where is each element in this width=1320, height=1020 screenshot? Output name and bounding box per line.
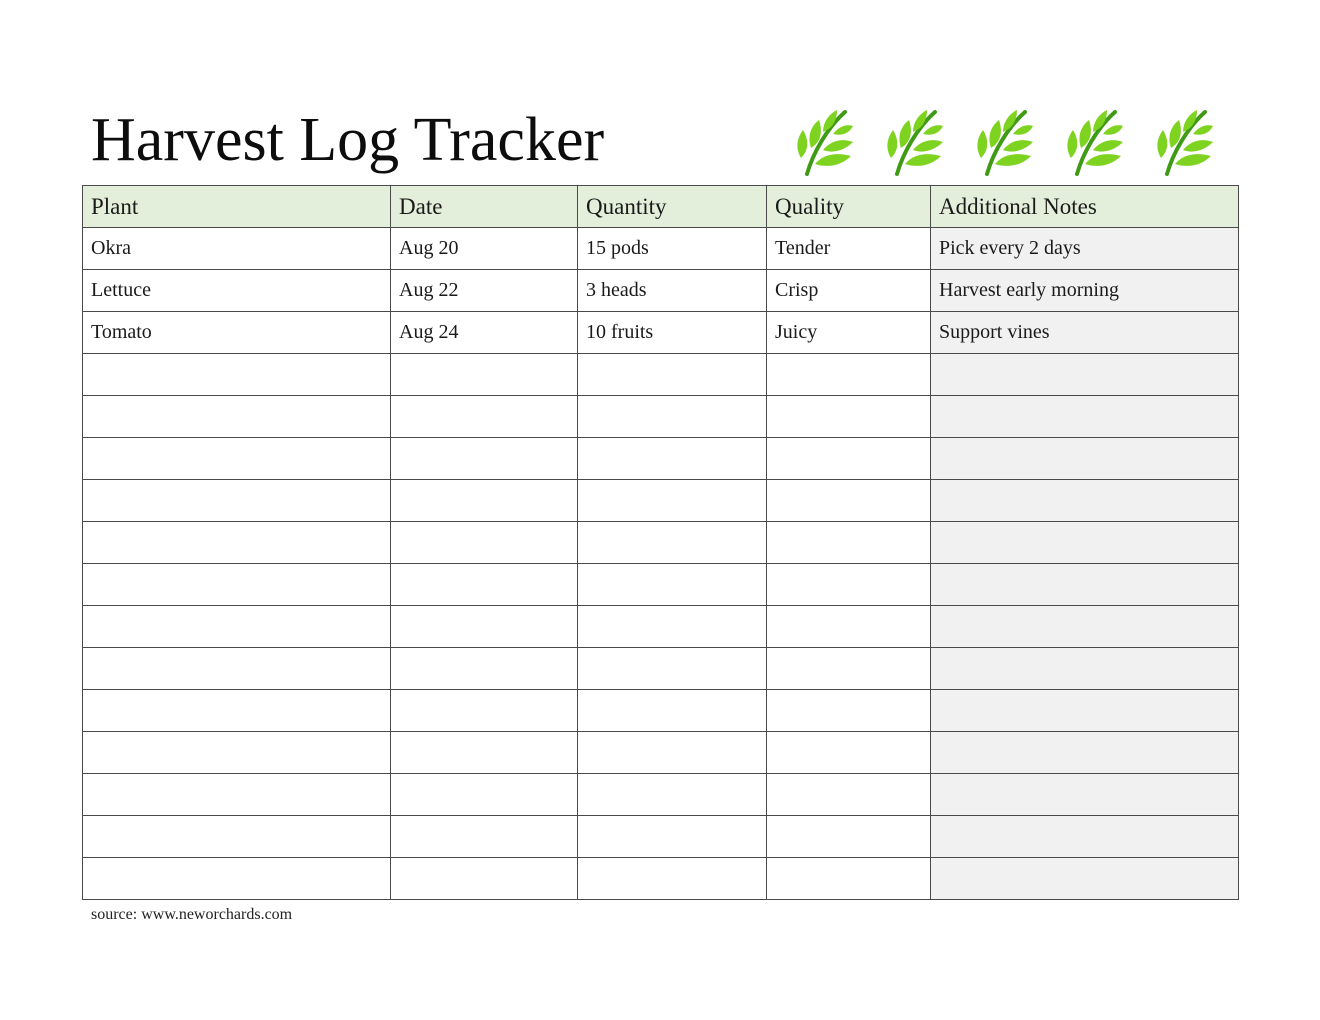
quality-cell[interactable] <box>767 816 931 858</box>
column-header-additional-notes: Additional Notes <box>931 186 1239 228</box>
leaf-sprig-icon <box>1153 108 1215 178</box>
plant-cell[interactable] <box>83 648 391 690</box>
quantity-cell[interactable] <box>578 480 767 522</box>
table-row <box>83 648 1239 690</box>
plant-cell[interactable]: Okra <box>83 228 391 270</box>
leaf-sprig-icon <box>973 108 1035 178</box>
date-cell[interactable] <box>391 396 578 438</box>
notes-cell[interactable] <box>931 522 1239 564</box>
table-row <box>83 858 1239 900</box>
quality-cell[interactable] <box>767 522 931 564</box>
quantity-cell[interactable] <box>578 396 767 438</box>
quality-cell[interactable] <box>767 480 931 522</box>
quantity-cell[interactable] <box>578 858 767 900</box>
plant-cell[interactable]: Tomato <box>83 312 391 354</box>
date-cell[interactable]: Aug 22 <box>391 270 578 312</box>
notes-cell[interactable] <box>931 396 1239 438</box>
date-cell[interactable] <box>391 438 578 480</box>
quality-cell[interactable] <box>767 564 931 606</box>
date-cell[interactable]: Aug 20 <box>391 228 578 270</box>
table-row <box>83 606 1239 648</box>
table-row <box>83 312 1239 354</box>
date-cell[interactable] <box>391 564 578 606</box>
plant-cell[interactable] <box>83 774 391 816</box>
quantity-cell[interactable]: 15 pods <box>578 228 767 270</box>
page-title: Harvest Log Tracker <box>91 106 605 174</box>
quality-cell[interactable] <box>767 648 931 690</box>
table-row <box>83 354 1239 396</box>
notes-cell[interactable] <box>931 480 1239 522</box>
notes-cell[interactable]: Support vines <box>931 312 1239 354</box>
quantity-cell[interactable]: 3 heads <box>578 270 767 312</box>
leaf-sprig-decoration <box>793 108 1223 180</box>
notes-cell[interactable] <box>931 648 1239 690</box>
plant-cell[interactable] <box>83 690 391 732</box>
table-row <box>83 816 1239 858</box>
notes-cell[interactable] <box>931 816 1239 858</box>
date-cell[interactable] <box>391 354 578 396</box>
plant-cell[interactable] <box>83 396 391 438</box>
plant-cell[interactable] <box>83 816 391 858</box>
column-header-plant: Plant <box>83 186 391 228</box>
table-row <box>83 522 1239 564</box>
quality-cell[interactable]: Crisp <box>767 270 931 312</box>
quantity-cell[interactable] <box>578 648 767 690</box>
table-row <box>83 690 1239 732</box>
quality-cell[interactable] <box>767 606 931 648</box>
column-header-quantity: Quantity <box>578 186 767 228</box>
quality-cell[interactable] <box>767 396 931 438</box>
quality-cell[interactable] <box>767 438 931 480</box>
date-cell[interactable] <box>391 774 578 816</box>
date-cell[interactable] <box>391 690 578 732</box>
source-note: source: www.neworchards.com <box>91 906 293 923</box>
table-body <box>83 228 1239 900</box>
notes-cell[interactable] <box>931 606 1239 648</box>
plant-cell[interactable] <box>83 480 391 522</box>
notes-cell[interactable] <box>931 354 1239 396</box>
date-cell[interactable]: Aug 24 <box>391 312 578 354</box>
date-cell[interactable] <box>391 606 578 648</box>
plant-cell[interactable] <box>83 564 391 606</box>
quantity-cell[interactable] <box>578 354 767 396</box>
leaf-sprig-icon <box>883 108 945 178</box>
notes-cell[interactable] <box>931 690 1239 732</box>
plant-cell[interactable] <box>83 522 391 564</box>
table-row <box>83 480 1239 522</box>
plant-cell[interactable] <box>83 606 391 648</box>
quantity-cell[interactable]: 10 fruits <box>578 312 767 354</box>
harvest-log-table <box>82 185 1239 900</box>
date-cell[interactable] <box>391 522 578 564</box>
date-cell[interactable] <box>391 732 578 774</box>
notes-cell[interactable]: Harvest early morning <box>931 270 1239 312</box>
plant-cell[interactable]: Lettuce <box>83 270 391 312</box>
date-cell[interactable] <box>391 816 578 858</box>
notes-cell[interactable]: Pick every 2 days <box>931 228 1239 270</box>
quantity-cell[interactable] <box>578 732 767 774</box>
quality-cell[interactable] <box>767 690 931 732</box>
quantity-cell[interactable] <box>578 564 767 606</box>
date-cell[interactable] <box>391 858 578 900</box>
notes-cell[interactable] <box>931 774 1239 816</box>
leaf-sprig-icon <box>1063 108 1125 178</box>
quantity-cell[interactable] <box>578 606 767 648</box>
plant-cell[interactable] <box>83 354 391 396</box>
quality-cell[interactable] <box>767 858 931 900</box>
plant-cell[interactable] <box>83 732 391 774</box>
table-row <box>83 564 1239 606</box>
quantity-cell[interactable] <box>578 816 767 858</box>
column-header-date: Date <box>391 186 578 228</box>
notes-cell[interactable] <box>931 732 1239 774</box>
quality-cell[interactable] <box>767 732 931 774</box>
quality-cell[interactable] <box>767 354 931 396</box>
notes-cell[interactable] <box>931 438 1239 480</box>
quality-cell[interactable]: Tender <box>767 228 931 270</box>
table-row <box>83 774 1239 816</box>
notes-cell[interactable] <box>931 858 1239 900</box>
column-header-quality: Quality <box>767 186 931 228</box>
table-header-row <box>83 186 1239 228</box>
quality-cell[interactable]: Juicy <box>767 312 931 354</box>
table-row <box>83 228 1239 270</box>
date-cell[interactable] <box>391 480 578 522</box>
table-row <box>83 270 1239 312</box>
table-row <box>83 732 1239 774</box>
leaf-sprig-icon <box>793 108 855 178</box>
quantity-cell[interactable] <box>578 438 767 480</box>
plant-cell[interactable] <box>83 438 391 480</box>
date-cell[interactable] <box>391 648 578 690</box>
notes-cell[interactable] <box>931 564 1239 606</box>
quantity-cell[interactable] <box>578 690 767 732</box>
quantity-cell[interactable] <box>578 774 767 816</box>
table-row <box>83 438 1239 480</box>
quality-cell[interactable] <box>767 774 931 816</box>
plant-cell[interactable] <box>83 858 391 900</box>
table-row <box>83 396 1239 438</box>
quantity-cell[interactable] <box>578 522 767 564</box>
